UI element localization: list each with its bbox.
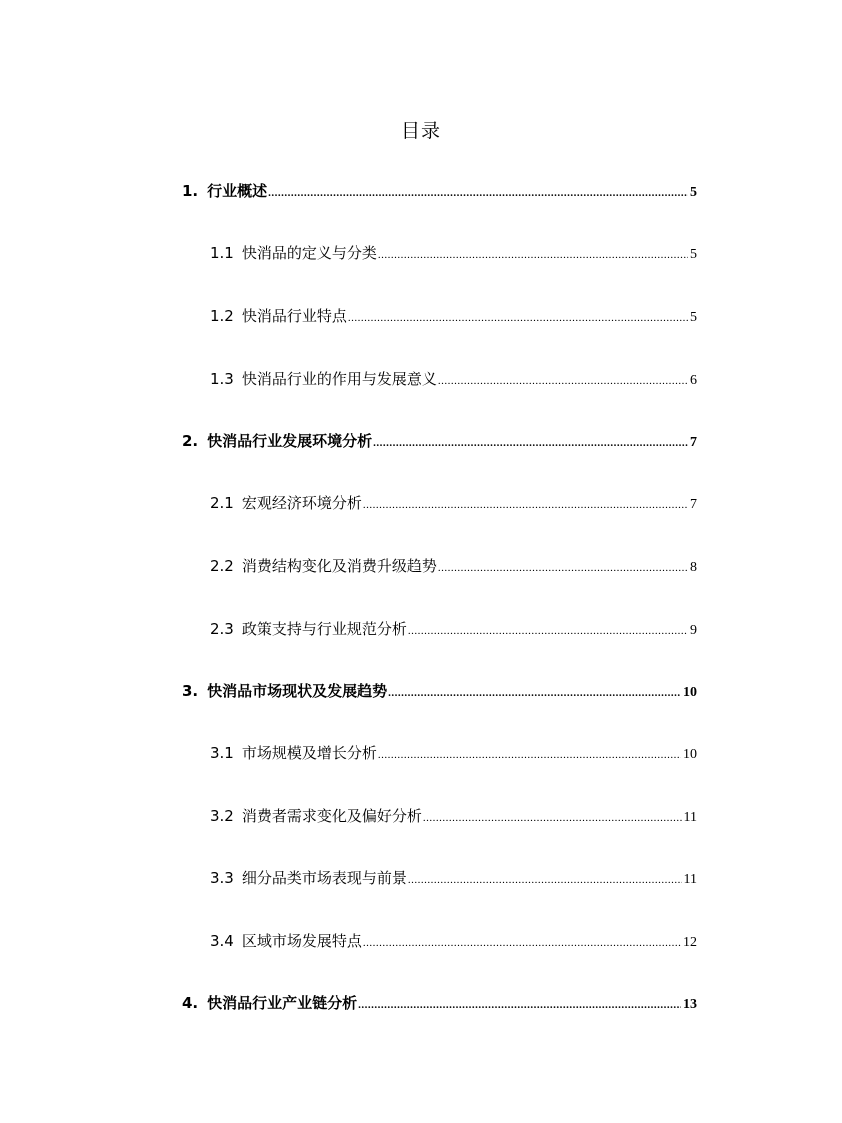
toc-entry-page: 7 bbox=[690, 497, 697, 512]
toc-entry-title: 区域市场发展特点 bbox=[241, 932, 362, 950]
toc-entry-title: 快消品行业产业链分析 bbox=[207, 994, 358, 1012]
toc-entry-page: 12 bbox=[683, 935, 697, 950]
toc-entry-number: 3.1 bbox=[210, 744, 234, 762]
toc-entry-title: 行业概述 bbox=[207, 182, 268, 200]
toc-dot-leader bbox=[408, 868, 682, 892]
toc-entry-page: 13 bbox=[683, 997, 697, 1012]
toc-entry[interactable] bbox=[210, 804, 697, 828]
toc-entry-number: 1.3 bbox=[210, 370, 234, 388]
toc-entry-page: 11 bbox=[683, 872, 697, 887]
toc-entry[interactable] bbox=[210, 617, 697, 641]
toc-entry-number: 2. bbox=[182, 432, 199, 450]
toc-dot-leader bbox=[268, 181, 688, 205]
toc-dot-leader bbox=[423, 806, 682, 830]
toc-entry-number: 3. bbox=[182, 682, 199, 700]
toc-dot-leader bbox=[378, 243, 688, 267]
toc-entry-number: 4. bbox=[182, 994, 199, 1012]
toc-entry-title: 宏观经济环境分析 bbox=[241, 494, 362, 512]
toc-dot-leader bbox=[378, 743, 681, 767]
toc-entry-number: 1. bbox=[182, 182, 199, 200]
toc-dot-leader bbox=[373, 431, 688, 455]
toc-entry-page: 8 bbox=[690, 560, 697, 575]
toc-entry-number: 3.3 bbox=[210, 869, 234, 887]
toc-entry[interactable] bbox=[210, 929, 697, 953]
toc-entry-title: 快消品行业的作用与发展意义 bbox=[241, 370, 437, 388]
toc-dot-leader bbox=[408, 619, 688, 643]
toc-entry-title: 消费者需求变化及偏好分析 bbox=[241, 807, 422, 825]
toc-entry-page: 5 bbox=[690, 310, 697, 325]
toc-dot-leader bbox=[438, 556, 688, 580]
toc-dot-leader bbox=[388, 681, 681, 705]
toc-dot-leader bbox=[348, 306, 688, 330]
toc-entry-title: 细分品类市场表现与前景 bbox=[241, 869, 407, 887]
toc-entry-number: 2.3 bbox=[210, 620, 234, 638]
toc-entry[interactable] bbox=[210, 741, 697, 765]
toc-entry-number: 1.2 bbox=[210, 307, 234, 325]
toc-dot-leader bbox=[363, 931, 681, 955]
toc-entry[interactable] bbox=[210, 241, 697, 265]
toc-entry-title: 快消品市场现状及发展趋势 bbox=[207, 682, 388, 700]
toc-entry-title: 快消品的定义与分类 bbox=[241, 244, 377, 262]
toc-entry-title: 快消品行业特点 bbox=[241, 307, 347, 325]
toc-entry-page: 10 bbox=[683, 685, 697, 700]
toc-entry-page: 6 bbox=[690, 373, 697, 388]
toc-entry-page: 11 bbox=[683, 810, 697, 825]
toc-entry[interactable] bbox=[210, 367, 697, 391]
toc-entry[interactable] bbox=[210, 491, 697, 515]
toc-entry-title: 市场规模及增长分析 bbox=[241, 744, 377, 762]
toc-entry-number: 2.1 bbox=[210, 494, 234, 512]
toc-entry[interactable] bbox=[210, 304, 697, 328]
toc-entry[interactable] bbox=[182, 991, 697, 1015]
toc-entry-title: 消费结构变化及消费升级趋势 bbox=[241, 557, 437, 575]
toc-entry-page: 5 bbox=[690, 185, 697, 200]
toc-entry[interactable] bbox=[182, 179, 697, 203]
toc-entry-number: 3.2 bbox=[210, 807, 234, 825]
toc-title: 目录 bbox=[400, 120, 441, 142]
toc-entry-number: 2.2 bbox=[210, 557, 234, 575]
toc-dot-leader bbox=[358, 993, 681, 1017]
toc-entry-number: 1.1 bbox=[210, 244, 234, 262]
toc-entry-page: 5 bbox=[690, 247, 697, 262]
toc-entry-title: 快消品行业发展环境分析 bbox=[207, 432, 373, 450]
toc-entry-title: 政策支持与行业规范分析 bbox=[241, 620, 407, 638]
toc-entry[interactable] bbox=[210, 866, 697, 890]
toc-entry-number: 3.4 bbox=[210, 932, 234, 950]
toc-entry[interactable] bbox=[210, 554, 697, 578]
toc-entry-page: 10 bbox=[683, 747, 697, 762]
toc-entry-page: 7 bbox=[690, 435, 697, 450]
toc-dot-leader bbox=[363, 493, 688, 517]
toc-entry[interactable] bbox=[182, 679, 697, 703]
toc-entry-page: 9 bbox=[690, 623, 697, 638]
toc-entry[interactable] bbox=[182, 429, 697, 453]
toc-dot-leader bbox=[438, 369, 688, 393]
